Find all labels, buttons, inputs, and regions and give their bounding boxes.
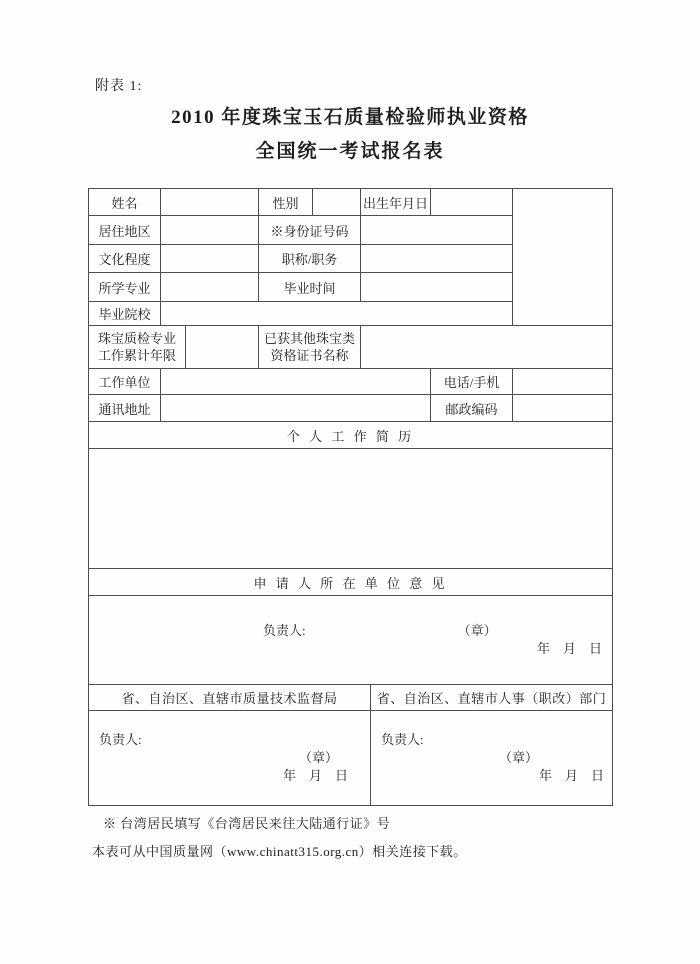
row-dept-bodies — [89, 711, 613, 806]
appendix-label: 附表 1: — [95, 79, 143, 94]
unit-opinion-sign-line — [91, 622, 610, 640]
row-unit-opinion-body — [89, 596, 613, 685]
row-work-years-certs — [89, 326, 613, 369]
other-cert-label — [259, 326, 361, 369]
row-name-gender-dob — [89, 189, 613, 216]
personnel-seal-label: （章） — [499, 750, 539, 765]
other-cert-label-line2: 资格证书名称 — [270, 348, 349, 363]
unit-opinion-body-cell — [89, 596, 613, 685]
bureau-responsible-label: 负责人: — [99, 732, 142, 747]
residence-label: 居住地区 — [89, 216, 161, 245]
personnel-date-label: 年 月 日 — [539, 768, 605, 783]
other-cert-value-cell — [361, 326, 613, 369]
gender-value-cell — [313, 189, 361, 216]
work-years-value-cell — [186, 326, 259, 369]
job-title-label: 职称/职务 — [259, 245, 361, 273]
employer-value-cell — [161, 369, 431, 395]
name-label: 姓名 — [89, 189, 161, 216]
name-value-cell — [161, 189, 259, 216]
registration-form-table — [88, 188, 613, 806]
education-value-cell — [161, 245, 259, 273]
photo-box — [513, 189, 613, 326]
row-work-history-body — [89, 449, 613, 569]
row-dept-headers — [89, 685, 613, 711]
bureau-header: 省、自治区、直辖市质量技术监督局 — [89, 685, 371, 711]
bureau-body-cell — [89, 711, 371, 806]
form-title-line1: 2010 年度珠宝玉石质量检验师执业资格 — [171, 107, 529, 128]
graduation-time-label: 毕业时间 — [259, 273, 361, 302]
unit-opinion-responsible-label: 负责人: — [263, 623, 306, 638]
personnel-body-cell — [371, 711, 613, 806]
form-title-line2: 全国统一考试报名表 — [255, 141, 445, 162]
row-unit-opinion-header — [89, 569, 613, 596]
education-label: 文化程度 — [89, 245, 161, 273]
major-value-cell — [161, 273, 259, 302]
phone-label: 电话/手机 — [431, 369, 513, 395]
school-label: 毕业院校 — [89, 302, 161, 326]
postcode-value-cell — [513, 395, 613, 422]
footnote-taiwan: ※ 台湾居民填写《台湾居民来往大陆通行证》号 — [103, 816, 391, 831]
address-label: 通讯地址 — [89, 395, 161, 422]
work-history-header: 个 人 工 作 简 历 — [89, 422, 613, 449]
postcode-label: 邮政编码 — [431, 395, 513, 422]
residence-value-cell — [161, 216, 259, 245]
other-cert-label-line1: 已获其他珠宝类 — [263, 331, 355, 346]
unit-opinion-header: 申 请 人 所 在 单 位 意 见 — [89, 569, 613, 596]
id-number-label: ※身份证号码 — [259, 216, 361, 245]
address-value-cell — [161, 395, 431, 422]
gender-label: 性别 — [259, 189, 313, 216]
dob-label: 出生年月日 — [361, 189, 431, 216]
personnel-header: 省、自治区、直辖市人事（职改）部门 — [371, 685, 613, 711]
job-title-value-cell — [361, 245, 513, 273]
work-years-label-line1: 珠宝质检专业 — [97, 331, 176, 346]
work-years-label-line2: 工作累计年限 — [97, 348, 176, 363]
work-years-label — [89, 326, 186, 369]
footnote-download: 本表可从中国质量网（www.chinatt315.org.cn）相关连接下载。 — [92, 844, 467, 859]
row-address-postcode — [89, 395, 613, 422]
bureau-seal-label: （章） — [298, 750, 338, 765]
graduation-time-value-cell — [361, 273, 513, 302]
phone-value-cell — [513, 369, 613, 395]
dob-value-cell — [431, 189, 513, 216]
unit-opinion-date-label: 年 月 日 — [537, 641, 603, 656]
work-history-body-cell — [89, 449, 613, 569]
row-employer-phone — [89, 369, 613, 395]
employer-label: 工作单位 — [89, 369, 161, 395]
row-work-history-header — [89, 422, 613, 449]
school-value-cell — [161, 302, 513, 326]
id-number-value-cell — [361, 216, 513, 245]
bureau-date-label: 年 月 日 — [282, 768, 348, 783]
unit-opinion-seal-label: （章） — [457, 623, 497, 638]
personnel-responsible-label: 负责人: — [381, 732, 424, 747]
major-label: 所学专业 — [89, 273, 161, 302]
